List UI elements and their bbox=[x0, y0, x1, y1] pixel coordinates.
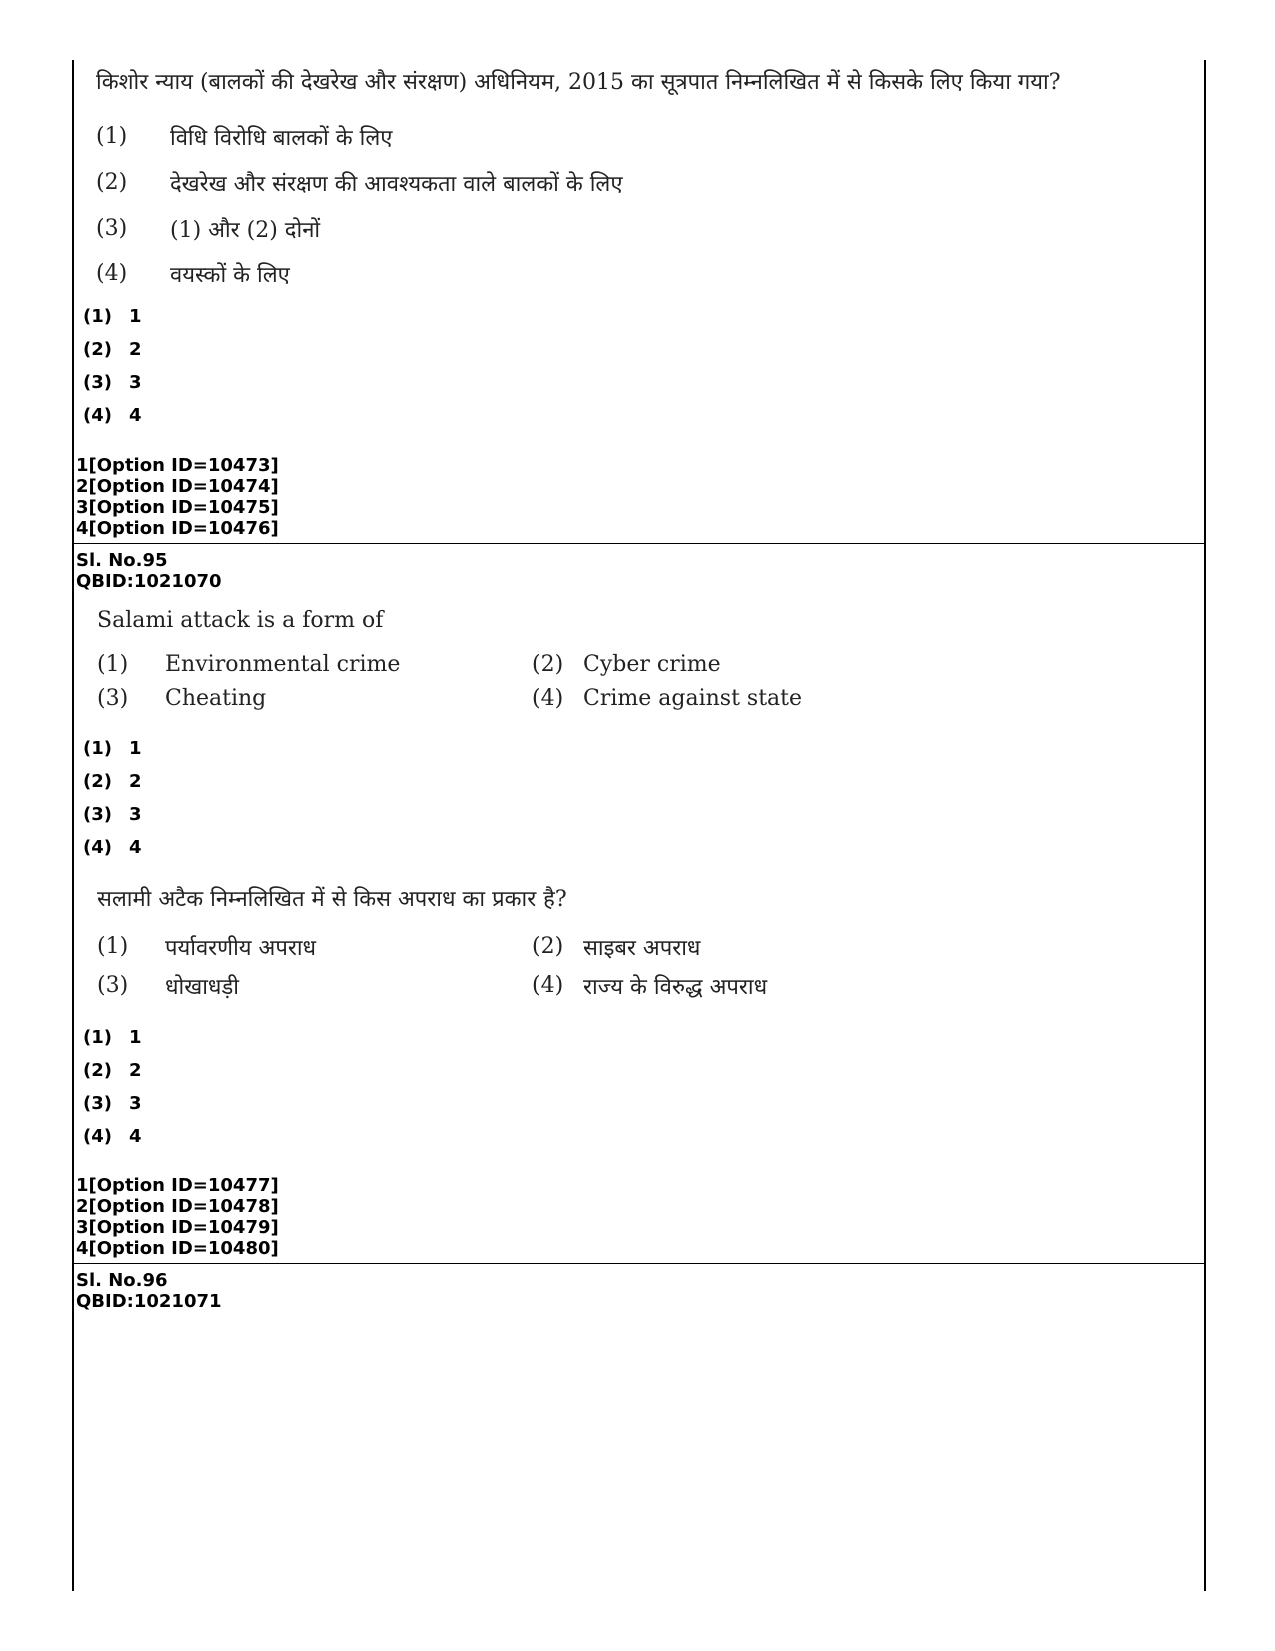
q95-en-answer-choice-1[interactable] bbox=[83, 738, 142, 759]
q94-answer-choice-3[interactable] bbox=[83, 372, 142, 393]
q95-hi-option-3-text: धोखाधड़ी bbox=[165, 975, 239, 1000]
q94-hindi-question: किशोर न्याय (बालकों की देखरेख और संरक्षण) अधिनियम, 2015 का सूत्रपात निम्नलिखित में से किसके लिए किया गया? bbox=[96, 70, 1061, 95]
q95-en-option-1-number: (1) bbox=[97, 652, 129, 677]
q94-option-2-text: देखरेख और संरक्षण की आवश्यकता वाले बालकों के लिए bbox=[170, 172, 623, 197]
q95-serial-number: Sl. No.95 bbox=[76, 550, 168, 571]
q94-option-4-text: वयस्कों के लिए bbox=[170, 263, 290, 288]
answer-label: (4) bbox=[83, 405, 112, 426]
q94-answer-choice-4[interactable] bbox=[83, 405, 142, 426]
answer-value: 1 bbox=[129, 738, 142, 759]
q94-option-1-number: (1) bbox=[96, 124, 128, 149]
q94-answer-choice-1[interactable] bbox=[83, 306, 142, 327]
option-id-4: 4[Option ID=10480] bbox=[76, 1238, 279, 1259]
answer-value: 4 bbox=[129, 837, 142, 858]
q96-serial-number: Sl. No.96 bbox=[76, 1270, 168, 1291]
q95-hi-option-4-text: राज्य के विरुद्ध अपराध bbox=[583, 975, 768, 1000]
q95-hi-option-2-text: साइबर अपराध bbox=[583, 936, 701, 961]
q95-english-question: Salami attack is a form of bbox=[97, 608, 384, 633]
answer-value: 1 bbox=[129, 1027, 142, 1048]
q95-en-option-2-text: Cyber crime bbox=[583, 652, 721, 677]
q95-en-answer-choice-2[interactable] bbox=[83, 771, 142, 792]
q94-option-2-number: (2) bbox=[96, 170, 128, 195]
q95-hi-option-3-number: (3) bbox=[97, 973, 129, 998]
q95-hi-option-4-number: (4) bbox=[532, 973, 564, 998]
q94-option-3-number: (3) bbox=[96, 216, 128, 241]
q95-en-option-1-text: Environmental crime bbox=[165, 652, 401, 677]
left-border bbox=[72, 60, 74, 1591]
option-id-2: 2[Option ID=10478] bbox=[76, 1196, 279, 1217]
q95-header bbox=[76, 550, 222, 592]
q95-hi-option-2-number: (2) bbox=[532, 934, 564, 959]
q95-option-ids bbox=[76, 1175, 279, 1259]
q95-en-option-3-text: Cheating bbox=[165, 686, 267, 711]
answer-label: (1) bbox=[83, 738, 112, 759]
answer-value: 4 bbox=[129, 1126, 142, 1147]
option-id-1: 1[Option ID=10473] bbox=[76, 455, 279, 476]
answer-value: 1 bbox=[129, 306, 142, 327]
q94-option-4-number: (4) bbox=[96, 261, 128, 286]
option-id-2: 2[Option ID=10474] bbox=[76, 476, 279, 497]
option-id-3: 3[Option ID=10475] bbox=[76, 497, 279, 518]
q95-hi-answer-choice-1[interactable] bbox=[83, 1027, 142, 1048]
q95-en-option-3-number: (3) bbox=[97, 686, 129, 711]
answer-value: 2 bbox=[129, 1060, 142, 1081]
q95-hi-answer-choice-3[interactable] bbox=[83, 1093, 142, 1114]
option-id-3: 3[Option ID=10479] bbox=[76, 1217, 279, 1238]
q94-option-3-text: (1) और (2) दोनों bbox=[170, 218, 321, 243]
q95-hi-answer-choice-4[interactable] bbox=[83, 1126, 142, 1147]
answer-label: (2) bbox=[83, 1060, 112, 1081]
answer-value: 4 bbox=[129, 405, 142, 426]
q95-en-option-2-number: (2) bbox=[532, 652, 564, 677]
answer-label: (3) bbox=[83, 372, 112, 393]
q95-hi-option-1-number: (1) bbox=[97, 934, 129, 959]
right-border bbox=[1204, 60, 1206, 1591]
q95-en-answer-choice-3[interactable] bbox=[83, 804, 142, 825]
q94-answer-choice-2[interactable] bbox=[83, 339, 142, 360]
q95-hindi-question: सलामी अटैक निम्नलिखित में से किस अपराध का प्रकार है? bbox=[97, 887, 567, 912]
answer-label: (1) bbox=[83, 1027, 112, 1048]
q95-en-answer-choice-4[interactable] bbox=[83, 837, 142, 858]
q95-en-option-4-number: (4) bbox=[532, 686, 564, 711]
answer-label: (4) bbox=[83, 1126, 112, 1147]
q96-header bbox=[76, 1270, 222, 1312]
answer-value: 3 bbox=[129, 804, 142, 825]
answer-label: (1) bbox=[83, 306, 112, 327]
question-divider bbox=[72, 543, 1206, 544]
q95-qbid: QBID:1021070 bbox=[76, 571, 222, 592]
q94-option-1-text: विधि विरोधि बालकों के लिए bbox=[170, 126, 393, 151]
answer-label: (2) bbox=[83, 339, 112, 360]
q95-hi-answer-choice-2[interactable] bbox=[83, 1060, 142, 1081]
option-id-4: 4[Option ID=10476] bbox=[76, 518, 279, 539]
question-divider bbox=[72, 1263, 1206, 1264]
answer-value: 2 bbox=[129, 339, 142, 360]
q95-hi-option-1-text: पर्यावरणीय अपराध bbox=[165, 936, 317, 961]
option-id-1: 1[Option ID=10477] bbox=[76, 1175, 279, 1196]
answer-value: 2 bbox=[129, 771, 142, 792]
q95-en-option-4-text: Crime against state bbox=[583, 686, 803, 711]
q96-qbid: QBID:1021071 bbox=[76, 1291, 222, 1312]
answer-label: (3) bbox=[83, 804, 112, 825]
answer-label: (3) bbox=[83, 1093, 112, 1114]
answer-label: (2) bbox=[83, 771, 112, 792]
answer-value: 3 bbox=[129, 1093, 142, 1114]
answer-label: (4) bbox=[83, 837, 112, 858]
answer-value: 3 bbox=[129, 372, 142, 393]
q94-option-ids bbox=[76, 455, 279, 539]
